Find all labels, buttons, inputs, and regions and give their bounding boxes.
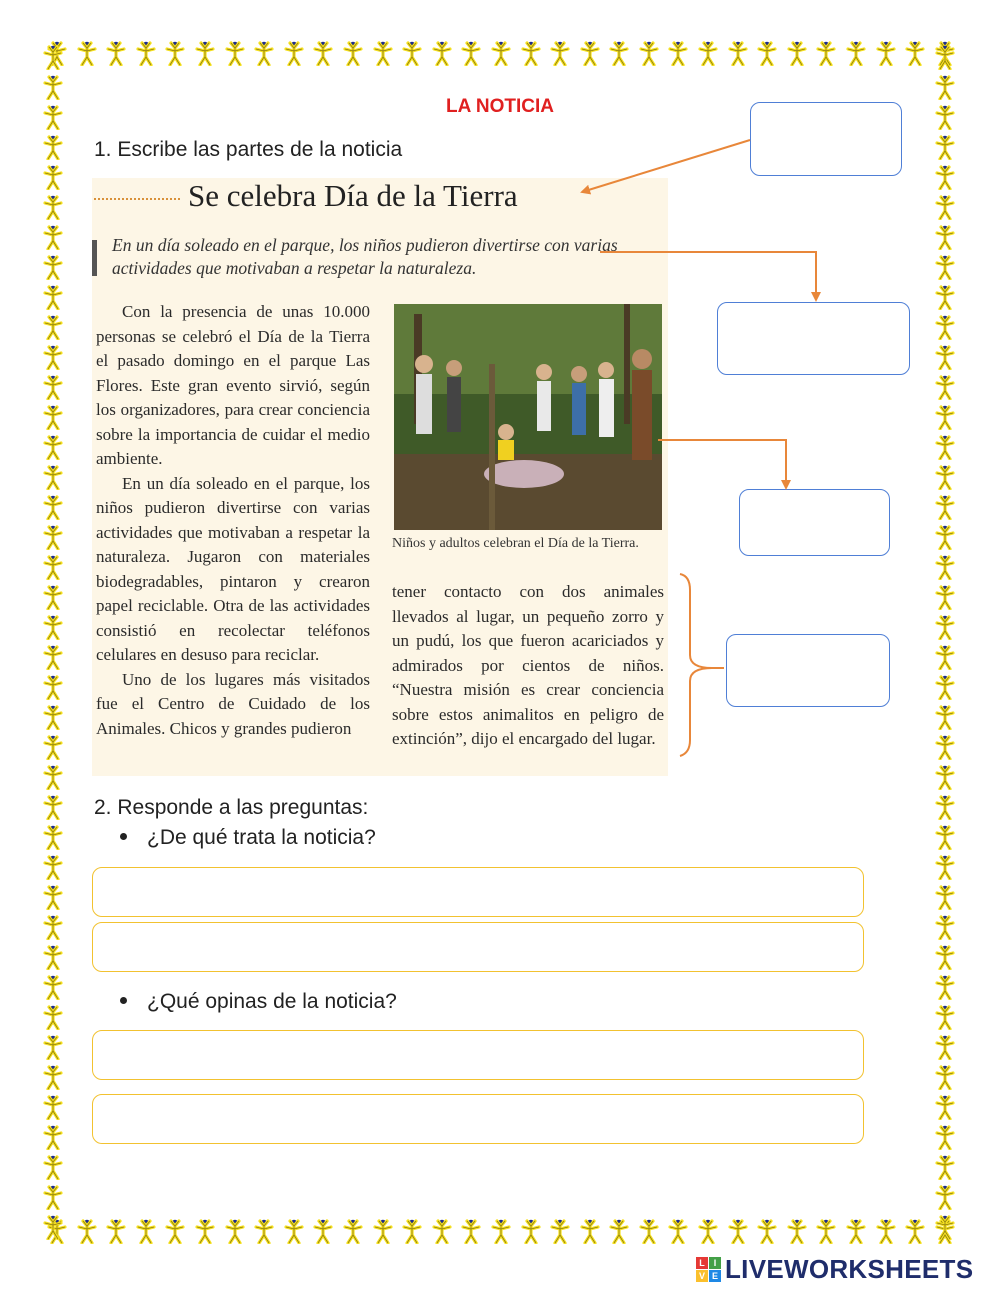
border-star-icon [192,1218,218,1246]
border-star-icon [399,40,425,68]
page-title: LA NOTICIA [445,96,554,117]
border-star-icon [74,1218,100,1246]
border-star-icon [192,40,218,68]
border-star-icon [40,374,68,400]
border-star-icon [932,764,960,790]
border-star-icon [40,464,68,490]
border-star-icon [40,854,68,880]
border-star-icon [429,40,455,68]
border-star-icon [932,794,960,820]
border-star-icon [547,40,573,68]
border-star-icon [40,794,68,820]
border-star-icon [340,40,366,68]
border-star-icon [40,644,68,670]
border-star-icon [932,1034,960,1060]
border-star-icon [40,434,68,460]
border-star-icon [40,1214,68,1240]
border-star-icon [40,614,68,640]
border-star-icon [843,1218,869,1246]
border-star-icon [932,554,960,580]
border-star-icon [932,1184,960,1210]
question-2 [120,990,397,1014]
border-star-icon [251,40,277,68]
border-star-icon [103,40,129,68]
border-star-icon [932,494,960,520]
answer-box-body[interactable] [726,634,890,707]
border-star-icon [902,1218,928,1246]
border-star-icon [370,40,396,68]
border-star-icon [162,1218,188,1246]
border-star-icon [40,194,68,220]
border-star-icon [40,734,68,760]
border-star-icon [932,824,960,850]
answer-box-lead[interactable] [717,302,910,375]
instruction-2: 2. Responde a las preguntas: [94,796,369,819]
border-top [44,40,958,68]
border-star-icon [665,1218,691,1246]
border-star-icon [932,1124,960,1150]
border-star-icon [932,434,960,460]
border-star-icon [932,674,960,700]
border-star-icon [932,704,960,730]
border-star-icon [725,40,751,68]
body-bracket [680,574,712,756]
footer-brand [696,1254,973,1285]
border-star-icon [133,40,159,68]
border-star-icon [40,1064,68,1090]
border-star-icon [133,1218,159,1246]
news-body-column-1 [96,300,370,741]
border-star-icon [251,1218,277,1246]
border-star-icon [665,40,691,68]
border-star-icon [932,974,960,1000]
border-star-icon [518,40,544,68]
border-star-icon [40,1034,68,1060]
border-star-icon [74,40,100,68]
liveworksheets-logo-icon: L I V E [696,1257,721,1282]
border-star-icon [40,1124,68,1150]
border-star-icon [695,40,721,68]
border-star-icon [577,40,603,68]
border-star-icon [932,614,960,640]
question-1-text: ¿De qué trata la noticia? [147,826,376,849]
border-star-icon [458,40,484,68]
border-star-icon [429,1218,455,1246]
arrow-photo [658,440,786,488]
border-star-icon [281,40,307,68]
border-star-icon [40,134,68,160]
border-star-icon [340,1218,366,1246]
border-star-icon [813,40,839,68]
border-star-icon [932,1064,960,1090]
border-star-icon [547,1218,573,1246]
border-star-icon [932,464,960,490]
border-star-icon [488,1218,514,1246]
border-star-icon [932,884,960,910]
border-star-icon [370,1218,396,1246]
border-star-icon [40,914,68,940]
answer-line-4[interactable] [92,1094,864,1144]
border-star-icon [932,194,960,220]
border-star-icon [40,494,68,520]
news-paragraph: tener contacto con dos animales llevados al lugar, un pequeño zorro y un pudú, los que fueron acariciados y admirados por cientos de niños. “Nuestra misión es crear conciencia sobre estos animalitos en peligro de extinción”, dijo el encargado del lugar. [392,582,664,748]
border-star-icon [873,40,899,68]
border-star-icon [40,164,68,190]
border-star-icon [162,40,188,68]
border-star-icon [932,164,960,190]
border-star-icon [902,40,928,68]
border-star-icon [310,40,336,68]
border-star-icon [932,134,960,160]
border-star-icon [932,44,960,70]
question-1 [120,826,376,850]
answer-line-2[interactable] [92,922,864,972]
footer-brand-text: LIVEWORKSHEETS [725,1254,974,1284]
border-star-icon [518,1218,544,1246]
news-article [92,178,668,776]
border-star-icon [40,44,68,70]
news-headline: Se celebra Día de la Tierra [188,178,518,213]
bullet-icon [120,997,127,1004]
border-star-icon [40,764,68,790]
headline-dots [94,198,180,200]
border-star-icon [40,554,68,580]
lead-bar [92,240,97,276]
border-star-icon [932,1214,960,1240]
border-star-icon [40,524,68,550]
border-star-icon [222,1218,248,1246]
border-star-icon [606,1218,632,1246]
border-star-icon [40,944,68,970]
border-star-icon [40,584,68,610]
border-star-icon [932,1004,960,1030]
border-star-icon [932,284,960,310]
question-2-text: ¿Qué opinas de la noticia? [147,990,397,1013]
border-star-icon [40,344,68,370]
news-body-column-2 [392,580,664,752]
border-star-icon [458,1218,484,1246]
border-star-icon [636,40,662,68]
border-star-icon [932,404,960,430]
border-star-icon [932,734,960,760]
border-star-icon [932,254,960,280]
answer-box-photo[interactable] [739,489,890,556]
border-star-icon [40,1184,68,1210]
news-photo [394,304,662,530]
news-paragraph: Uno de los lugares más visitados fue el Centro de Cuidado de los Animales. Chicos y grandes pudieron [96,669,370,738]
border-right [932,44,960,1240]
border-star-icon [40,404,68,430]
border-star-icon [222,40,248,68]
border-star-icon [784,1218,810,1246]
instruction-1: 1. Escribe las partes de la noticia [94,138,403,161]
news-paragraph: Con la presencia de unas 10.000 personas se celebró el Día de la Tierra el pasado domingo en el parque Las Flores. Este gran evento sirvió, según los organizadores, para crear conciencia sobre la importancia de cuidar el medio ambiente. [96,302,370,468]
border-star-icon [932,944,960,970]
photo-caption: Niños y adultos celebran el Día de la Tierra. [392,536,639,551]
border-star-icon [40,1154,68,1180]
border-star-icon [40,824,68,850]
border-star-icon [932,914,960,940]
border-star-icon [754,1218,780,1246]
news-lead: En un día soleado en el parque, los niños pudieron divertirse con varias actividades que motivaban a respetar la naturaleza. [112,235,618,278]
border-star-icon [932,224,960,250]
news-paragraph: En un día soleado en el parque, los niños pudieron divertirse con varias actividades que motivaban a respetar la naturaleza. Jugaron con materiales biodegradables, pintaron y crearon papel reciclable. Otra de las actividades consistió en recolectar teléfonos celulares en desuso para reciclar. [96,473,370,664]
border-star-icon [40,224,68,250]
border-star-icon [932,1154,960,1180]
border-star-icon [932,314,960,340]
bullet-icon [120,833,127,840]
border-star-icon [40,1004,68,1030]
border-star-icon [281,1218,307,1246]
border-bottom [44,1218,958,1246]
border-star-icon [784,40,810,68]
border-star-icon [488,40,514,68]
border-star-icon [310,1218,336,1246]
border-star-icon [577,1218,603,1246]
border-star-icon [932,854,960,880]
border-star-icon [932,374,960,400]
border-star-icon [40,974,68,1000]
border-star-icon [40,884,68,910]
border-star-icon [606,40,632,68]
border-star-icon [813,1218,839,1246]
border-star-icon [399,1218,425,1246]
border-star-icon [40,314,68,340]
border-star-icon [873,1218,899,1246]
border-left [40,44,68,1240]
border-star-icon [40,254,68,280]
border-star-icon [932,524,960,550]
border-star-icon [932,584,960,610]
border-star-icon [40,674,68,700]
border-star-icon [754,40,780,68]
border-star-icon [932,644,960,670]
border-star-icon [932,1094,960,1120]
border-star-icon [725,1218,751,1246]
border-star-icon [40,1094,68,1120]
border-star-icon [932,344,960,370]
border-star-icon [695,1218,721,1246]
border-star-icon [103,1218,129,1246]
border-star-icon [40,704,68,730]
answer-line-3[interactable] [92,1030,864,1080]
border-star-icon [843,40,869,68]
border-star-icon [636,1218,662,1246]
answer-box-headline[interactable] [750,102,902,176]
answer-line-1[interactable] [92,867,864,917]
border-star-icon [40,284,68,310]
